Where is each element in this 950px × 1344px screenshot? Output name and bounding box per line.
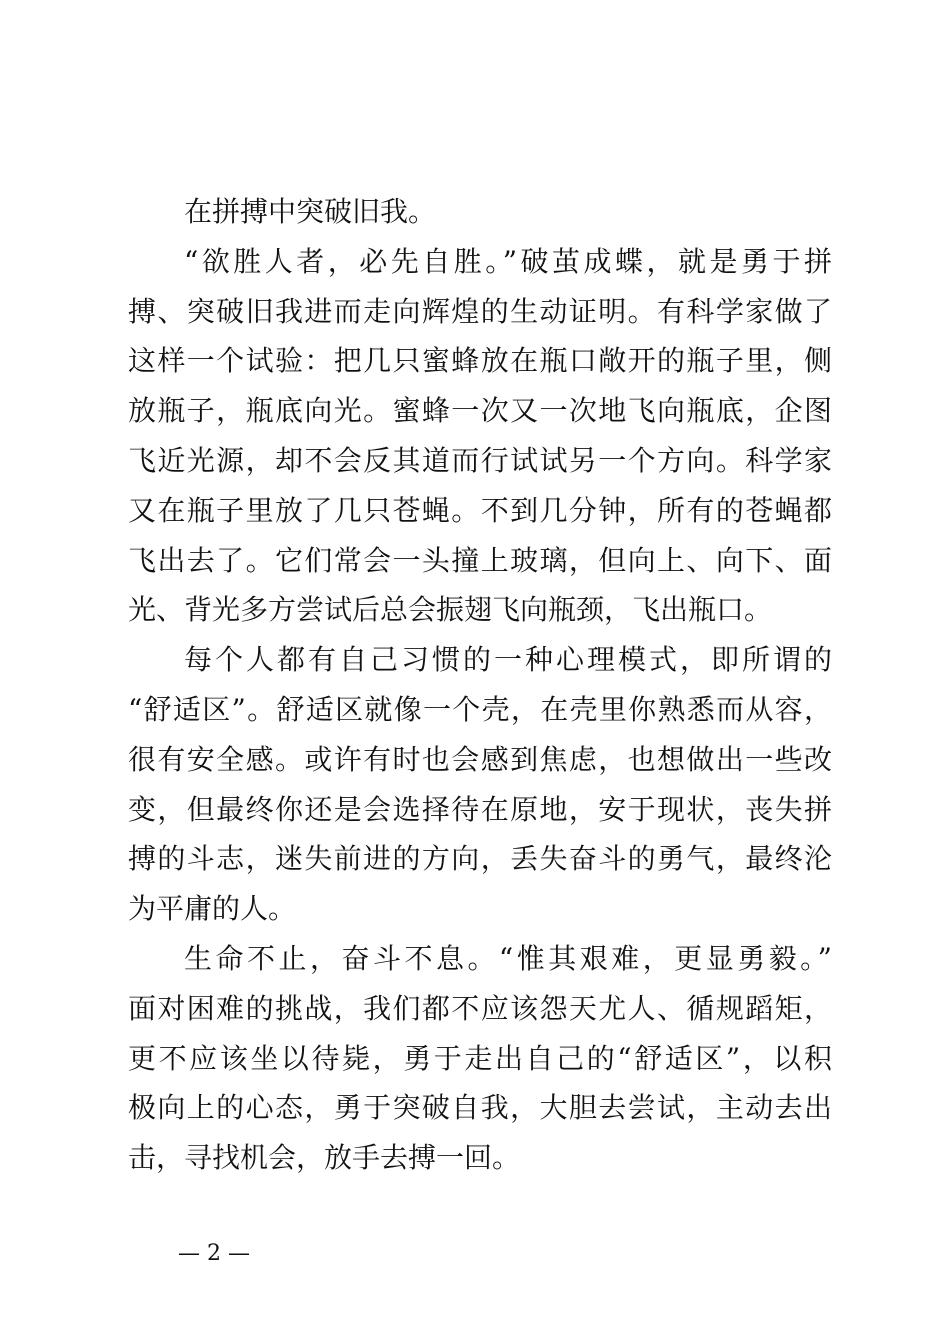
paragraph-1-line-1: 在拼搏中突破旧我。 xyxy=(184,195,437,228)
paragraph-3-line-1: 每个人都有自己习惯的一种心理模式，即所谓的 xyxy=(184,643,832,677)
paragraph-2-line-6: 又在瓶子里放了几只苍蝇。不到几分钟，所有的苍蝇都 xyxy=(128,493,832,527)
paragraph-2-line-7: 飞出去了。它们常会一头撞上玻璃，但向上、向下、面 xyxy=(128,543,832,577)
paragraph-4-line-1: 生命不止，奋斗不息。“惟其艰难，更显勇毅。” xyxy=(184,941,832,975)
paragraph-2-line-5: 飞近光源，却不会反其道而行试试另一个方向。科学家 xyxy=(128,443,832,477)
paragraph-3-line-4: 变，但最终你还是会选择待在原地，安于现状，丧失拼 xyxy=(128,792,832,826)
page-number: — 2 — xyxy=(178,1241,250,1266)
paragraph-4-line-2: 面对困难的挑战，我们都不应该怨天尤人、循规蹈矩， xyxy=(128,991,832,1025)
paragraph-3-line-5: 搏的斗志，迷失前进的方向，丢失奋斗的勇气，最终沦 xyxy=(128,842,832,876)
paragraph-3-line-2: “舒适区”。舒适区就像一个壳，在壳里你熟悉而从容， xyxy=(128,692,832,726)
paragraph-3-line-3: 很有安全感。或许有时也会感到焦虑，也想做出一些改 xyxy=(128,742,832,776)
paragraph-3-line-6: 为平庸的人。 xyxy=(128,892,297,926)
paragraph-4-line-4: 极向上的心态，勇于突破自我，大胆去尝试，主动去出 xyxy=(128,1091,832,1125)
document-body xyxy=(128,187,832,1183)
paragraph-4-line-5: 击，寻找机会，放手去搏一回。 xyxy=(128,1141,521,1175)
paragraph-4-line-3: 更不应该坐以待毙，勇于走出自己的“舒适区”，以积 xyxy=(128,1041,832,1075)
paragraph-2-line-1: “欲胜人者，必先自胜。”破茧成蝶，就是勇于拼 xyxy=(184,244,832,278)
paragraph-2-line-2: 搏、突破旧我进而走向辉煌的生动证明。有科学家做了 xyxy=(128,294,832,328)
paragraph-2-line-4: 放瓶子，瓶底向光。蜜蜂一次又一次地飞向瓶底，企图 xyxy=(128,394,832,428)
paragraph-2-line-3: 这样一个试验：把几只蜜蜂放在瓶口敞开的瓶子里，侧 xyxy=(128,344,832,378)
paragraph-2-line-8: 光、背光多方尝试后总会振翅飞向瓶颈，飞出瓶口。 xyxy=(128,593,773,627)
